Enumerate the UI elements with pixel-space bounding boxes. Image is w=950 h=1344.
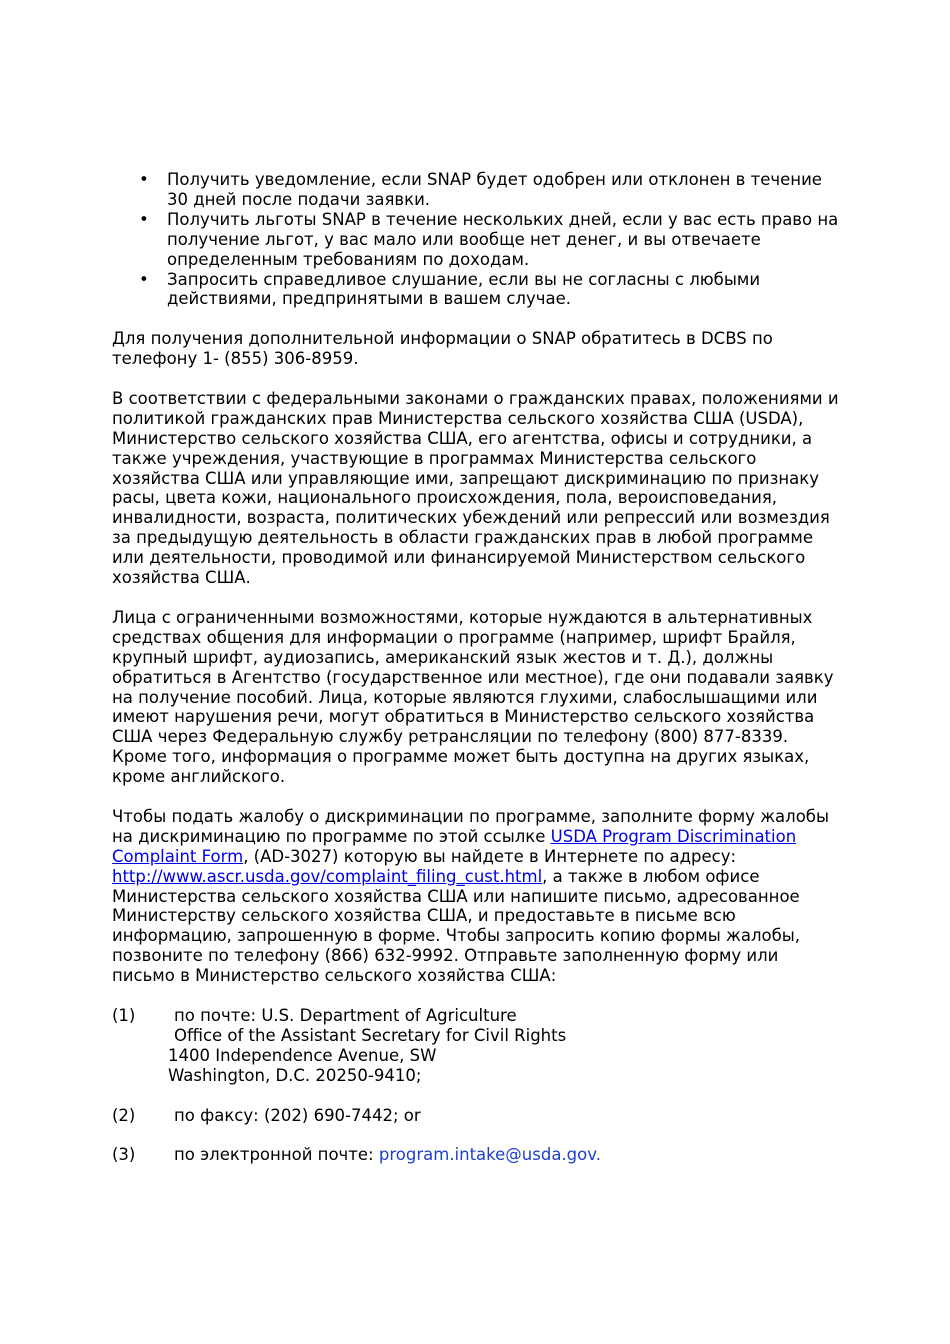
list-item [112,170,842,210]
complaint-text-intro: Чтобы подать жалобу о дискриминации по программе, заполните форму жалобы на дискриминацию по программе по этой ссылке [112,806,830,846]
contact-methods [112,1006,842,1165]
complaint-paragraph [112,807,842,986]
contact-email [112,1145,842,1165]
complaint-text-middle: , (AD-3027) которую вы найдете в Интернете по адресу: [243,846,737,866]
mail-line: Washington, D.C. 20250-9410; [168,1065,422,1085]
disabilities-paragraph: Лица с ограниченными возможностями, которые нуждаются в альтернативных средствах общения для информации о программе (например, шрифт Брайля, крупный шрифт, аудиозапись, американский язык жестов и т. Д.), должны обратиться в Агентство (государственное или местное), где они подавали заявку на получение пособий. Лица, которые являются глухими, слабослышащими или имеют нарушения речи, могут обратиться в Министерство сельского хозяйства США через Федеральную службу ретрансляции по телефону (800) 877-8339. Кроме того, информация о программе может быть доступна на других языках, кроме английского. [112,607,834,787]
list-item [112,210,842,270]
list-item-text: Запросить справедливое слушание, если вы не согласны с любыми действиями, предпринятыми в вашем случае. [167,269,761,309]
contact-mail [112,1006,842,1086]
mail-line: Office of the Assistant Secretary for Civil Rights [174,1025,567,1045]
mail-line: по почте: U.S. Department of Agriculture [174,1005,517,1025]
complaint-url-link[interactable]: http://www.ascr.usda.gov/complaint_filing_cust.html [112,866,543,886]
bullet-icon: • [139,170,149,189]
list-item [112,270,842,310]
document-page [112,170,842,1165]
list-item-text: Получить льготы SNAP в течение нескольких дней, если у вас есть право на получение льгот, у вас мало или вообще нет денег, и вы отвечаете определенным требованиям по доходам. [167,209,839,269]
info-paragraph: Для получения дополнительной информации о SNAP обратитесь в DCBS по телефону 1- (855) 306-8959. [112,329,773,369]
bullet-icon: • [139,269,149,289]
bullet-icon: • [139,209,149,229]
fax-text: по факсу: (202) 690-7442; or [174,1105,421,1125]
contact-number: (2) [112,1105,136,1125]
contact-number: (1) [112,1005,136,1025]
nondiscrimination-paragraph: В соответствии с федеральными законами о гражданских правах, положениями и политикой гражданских прав Министерства сельского хозяйства США (USDA), Министерство сельского хозяйства США, его агентства, офисы и сотрудники, а также учреждения, участвующие в программах Министерства сельского хозяйства США или управляющие ими, запрещают дискриминацию по признаку расы, цвета кожи, национального происхождения, пола, вероисповедания, инвалидности, возраста, политических убеждений или репрессий или возмездия за предыдущую деятельность в области гражданских прав в любой программе или деятельности, проводимой или финансируемой Министерством сельского хозяйства США. [112,388,839,588]
email-label: по электронной почте: [174,1145,379,1165]
list-item-text: Получить уведомление, если SNAP будет одобрен или отклонен в течение 30 дней после подачи заявки. [167,170,822,209]
contact-number: (3) [112,1145,136,1165]
mail-line: 1400 Independence Avenue, SW [168,1045,437,1065]
complaint-text-end: , а также в любом офисе Министерства сельского хозяйства США или напишите письмо, адресованное Министерству сельского хозяйства США, и предоставьте в письме всю информацию, запрошенную в форме. Чтобы запросить копию формы жалобы, позвоните по телефону (866) 632-9992. Отправьте заполненную форму или письмо в Министерство сельского хозяйства США: [112,866,801,986]
email-address-link[interactable]: program.intake@usda.gov. [378,1145,601,1165]
complaint-form-link[interactable]: USDA Program Discrimination Complaint Form [112,826,797,866]
contact-fax [112,1106,842,1126]
rights-list [112,170,842,309]
